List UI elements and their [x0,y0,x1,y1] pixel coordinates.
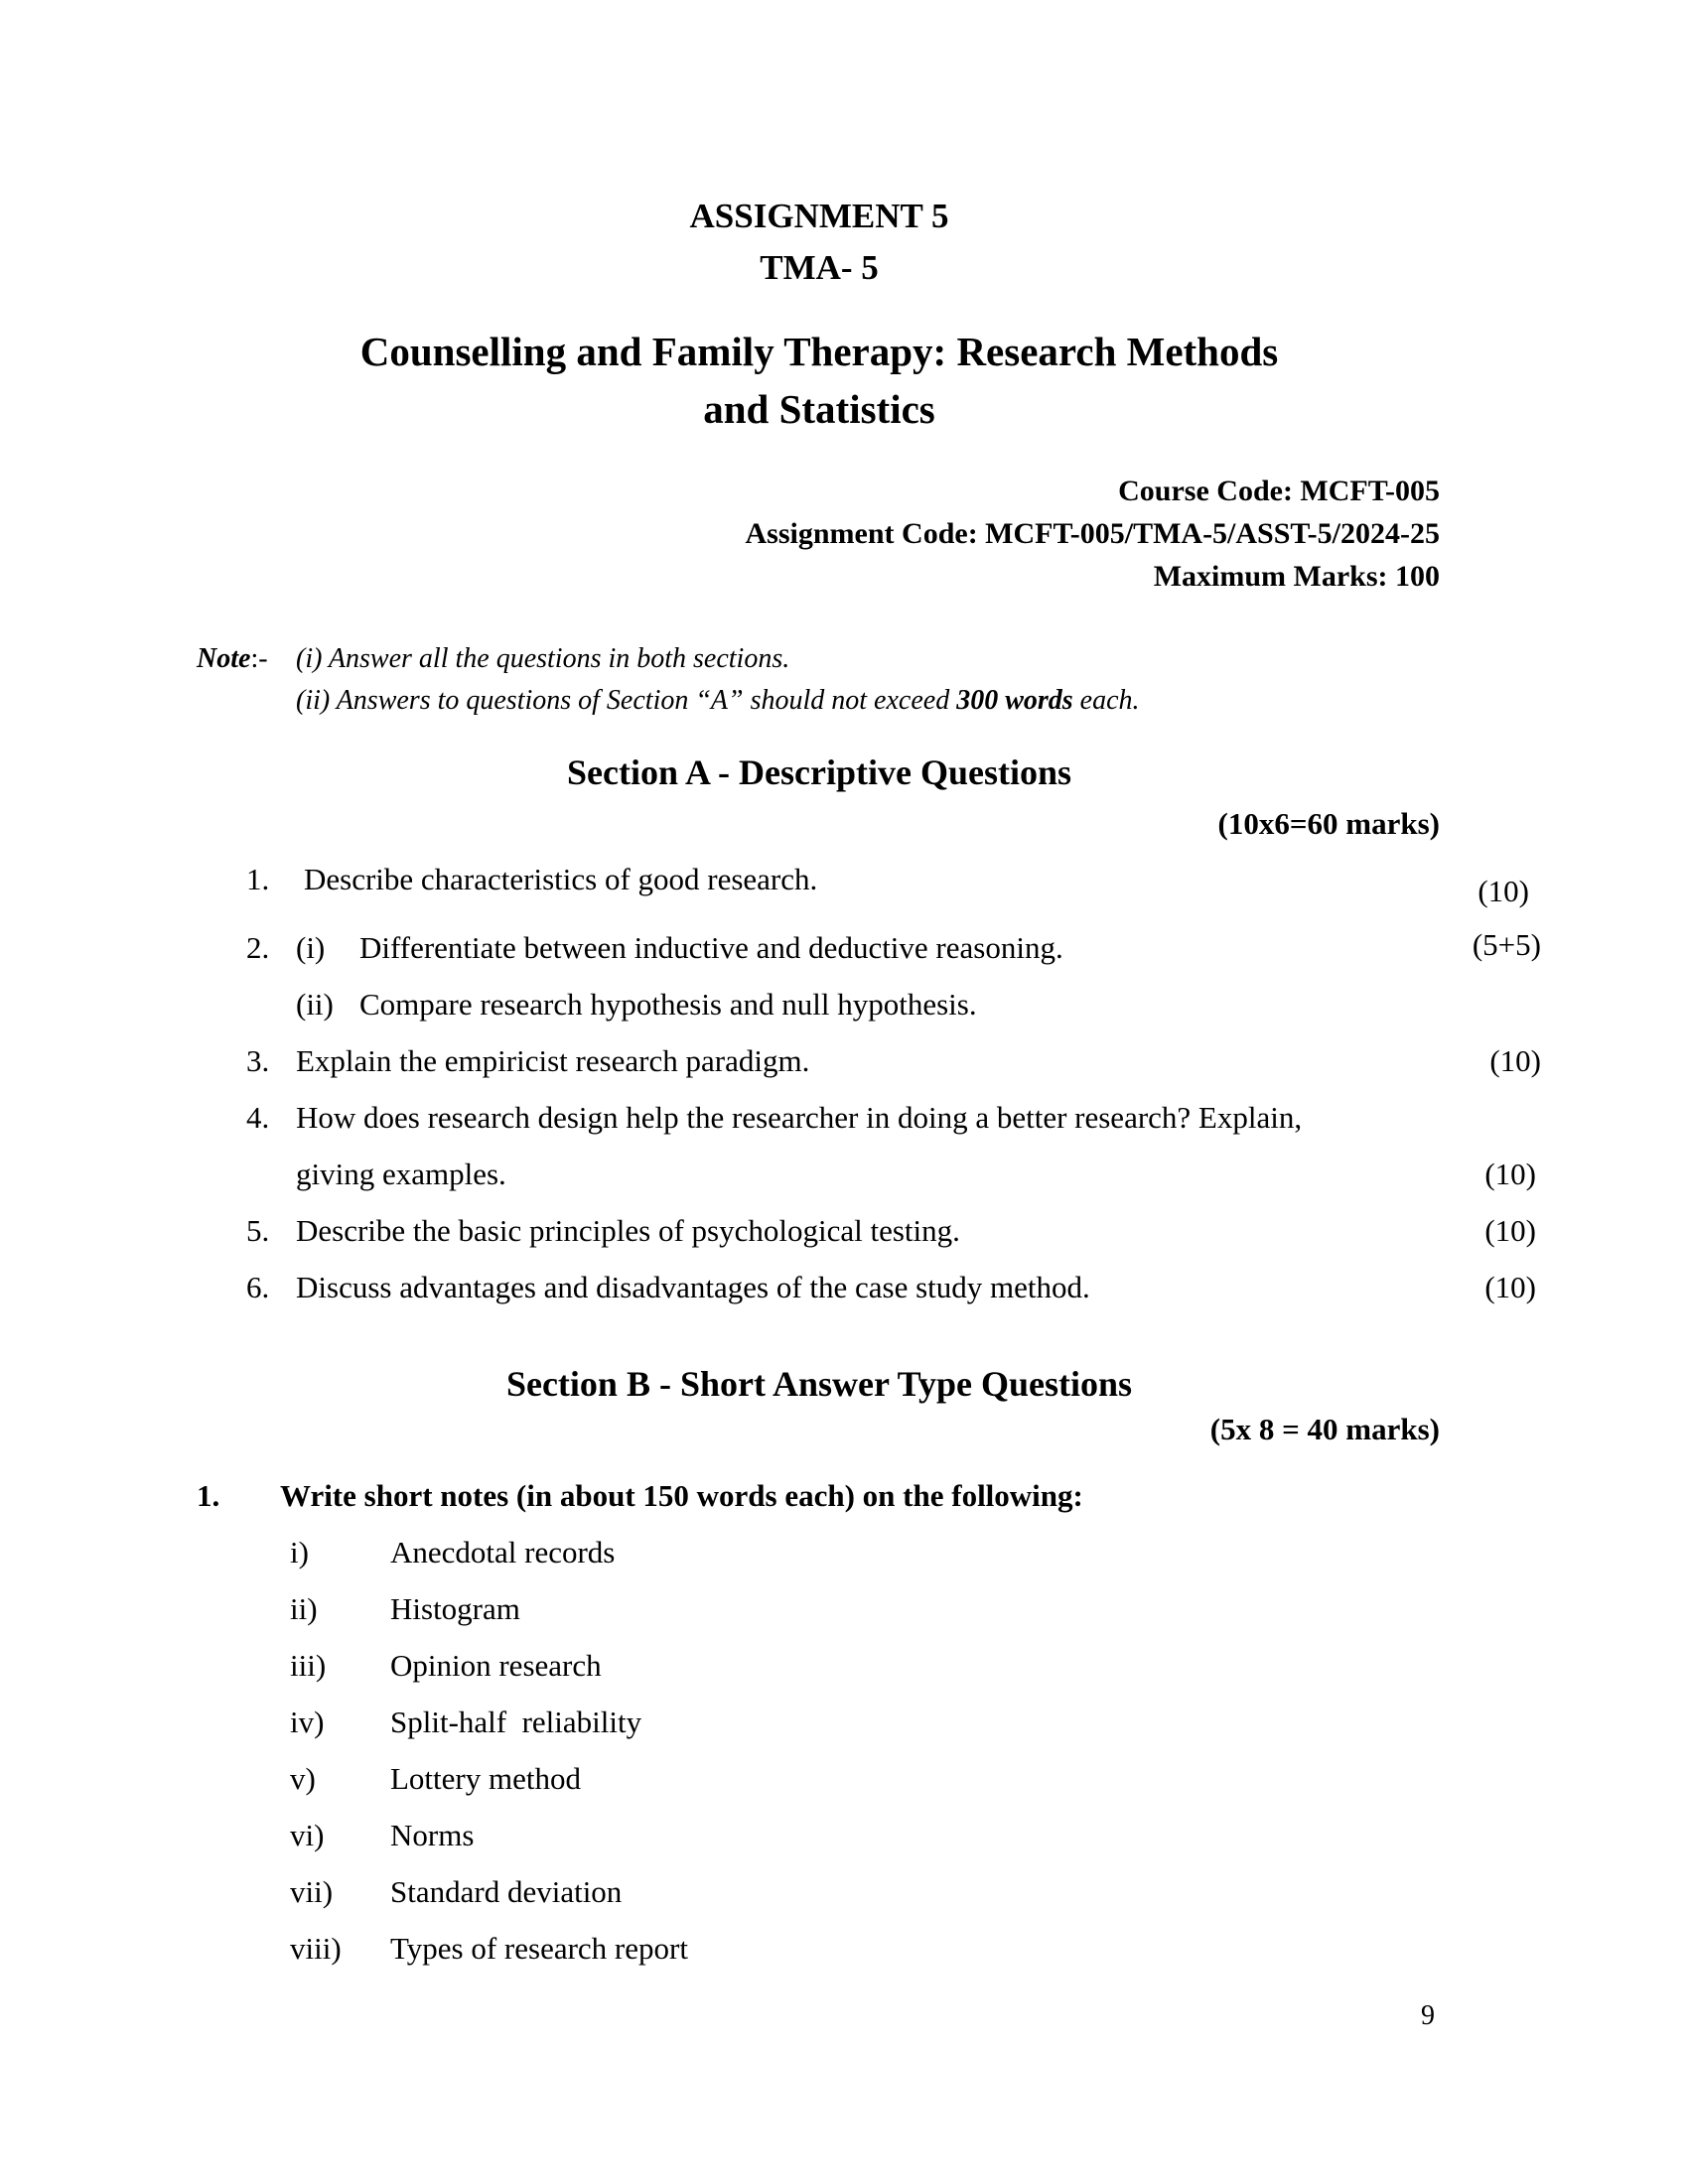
note-line-1: (i) Answer all the questions in both sections. [296,643,790,674]
document-title-line2: and Statistics [703,386,935,432]
question-a6-number: 6. [246,1270,270,1304]
question-a2-sub1-number: (i) [296,930,326,965]
question-a4-line1: How does research design help the researcher in doing a better research? Explain, [296,1100,1303,1135]
document-title-line1: Counselling and Family Therapy: Research Methods [359,329,1279,374]
note-label [197,643,268,675]
list-item-number: ii) [290,1591,318,1626]
note-separator: :- [250,643,268,674]
question-a1-marks: (10) [1477,874,1529,908]
question-a5-number: 5. [246,1213,270,1248]
list-item-number: v) [290,1761,316,1796]
list-item-text: Types of research report [390,1931,688,1966]
list-item-text: Standard deviation [390,1874,623,1909]
list-item-number: vii) [290,1874,334,1909]
question-a2-number: 2. [246,930,270,965]
list-item-text: Histogram [390,1591,520,1626]
note-label-text: Note [197,643,251,674]
list-item-number: iv) [290,1705,325,1739]
list-item-text: Split-half reliability [390,1705,642,1739]
note-line-2 [296,685,1140,717]
question-a5-marks: (10) [1484,1213,1536,1248]
question-a2-sub2-number: (ii) [296,987,334,1022]
note-line-2-post: each. [1072,685,1140,716]
section-a-title: Section A - Descriptive Questions [567,752,1071,792]
list-item-text: Anecdotal records [390,1535,616,1570]
section-a-marks: (10x6=60 marks) [1217,806,1440,841]
list-item-number: vi) [290,1818,325,1852]
list-item-number: viii) [290,1931,342,1966]
question-a2-sub1-text: Differentiate between inductive and deductive reasoning. [359,930,1063,965]
note-line-2-bold: 300 words [956,685,1073,716]
question-a2-marks: (5+5) [1472,927,1541,962]
maximum-marks: Maximum Marks: 100 [1153,560,1440,593]
question-a3-marks: (10) [1489,1043,1541,1078]
list-item-number: i) [290,1535,309,1570]
question-a3-number: 3. [246,1043,270,1078]
section-b-title: Section B - Short Answer Type Questions [505,1364,1133,1404]
question-a6-text: Discuss advantages and disadvantages of the case study method. [296,1270,1090,1304]
question-b1-text: Write short notes (in about 150 words each) on the following: [280,1478,1083,1513]
question-a3-text: Explain the empiricist research paradigm. [296,1043,810,1078]
list-item-text: Lottery method [390,1761,581,1796]
list-item-text: Opinion research [390,1648,602,1683]
list-item-number: iii) [290,1648,327,1683]
question-a6-marks: (10) [1484,1270,1536,1304]
course-code: Course Code: MCFT-005 [1118,475,1440,507]
question-a2-sub2-text: Compare research hypothesis and null hypothesis. [359,987,977,1022]
question-a4-marks: (10) [1484,1157,1536,1191]
assignment-code: Assignment Code: MCFT-005/TMA-5/ASST-5/2024-25 [745,517,1440,550]
list-item-text: Norms [390,1818,475,1852]
question-a4-line2: giving examples. [296,1157,506,1191]
question-a1-text: Describe characteristics of good research. [304,862,818,896]
tma-heading: TMA- 5 [760,248,879,287]
note-line-2-pre: (ii) Answers to questions of Section “A” should not exceed [296,685,957,716]
section-b-marks: (5x 8 = 40 marks) [1209,1412,1440,1446]
question-b1-number: 1. [197,1478,220,1513]
assignment-heading: ASSIGNMENT 5 [689,197,949,235]
question-a4-number: 4. [246,1100,270,1135]
question-a1-number: 1. [246,862,270,896]
page-number: 9 [1421,2000,1435,2031]
question-a5-text: Describe the basic principles of psychological testing. [296,1213,960,1248]
